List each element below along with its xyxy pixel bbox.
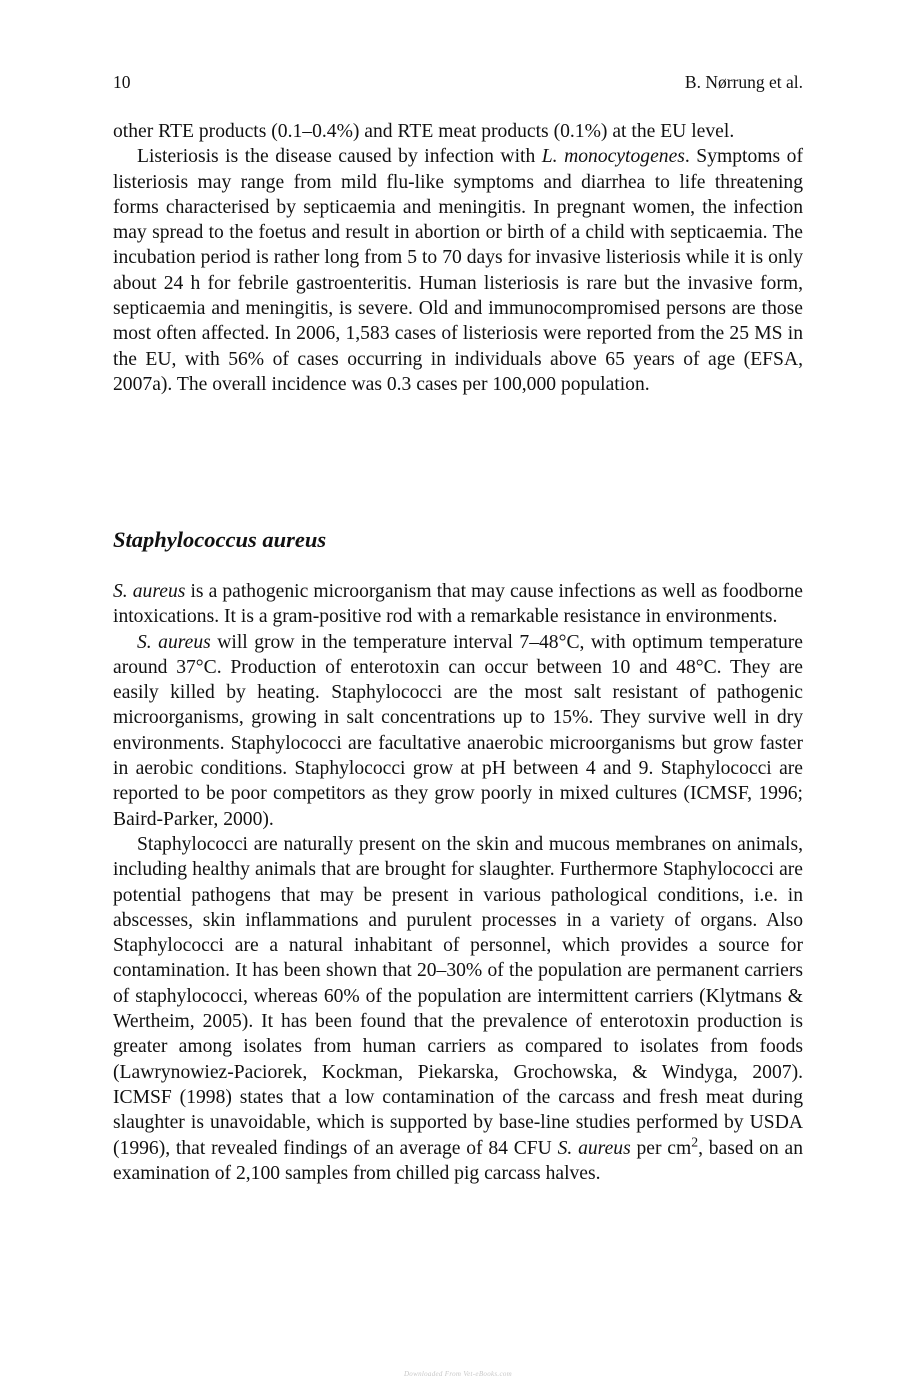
- superscript: 2: [691, 1134, 699, 1149]
- species-name: L. monocytogenes: [541, 146, 685, 168]
- species-name: S. aureus: [113, 581, 186, 602]
- paragraph: S. aureus will grow in the temperature interval 7–48°C, with optimum temperature around 37°C. Production of enterotoxin can occur between 10 and 48°C. They are easily killed by heating. Staphylococci are the most salt resistant of pathogenic microorganisms, growing in salt concentrations up to 15%. They survive well in dry environments. Staphylococci are facultative anaerobic microorganisms but grow faster in aerobic conditions. Staphylococci grow at pH between 4 and 9. Staphylococci are reported to be poor competitors as they grow poorly in mixed cultures (ICMSF, 1996; Baird-Parker, 2000).: [113, 631, 803, 830]
- paragraph: Staphylococci are naturally present on the skin and mucous membranes on animals, including healthy animals that are brought for slaughter. Furthermore Staphylococci are potential pathogens that may be present in various pathological conditions, i.e. in abscesses, skin inflammations and purulent processes in a variety of organs. Also Staphylococci are a natural inhabitant of personnel, which provides a source for contamination. It has been shown that 20–30% of the population are permanent carriers of staphylococci, whereas 60% of the population are intermittent carriers (Klytmans & Wertheim, 2005). It has been found that the prevalence of enterotoxin production is greater among isolates from human carriers as compared to isolates from foods (Lawrynowiez-Paciorek, Kockman, Piekarska, Grochowska, & Windyga, 2007). ICMSF (1998) states that a low contamination of the carcass and fresh meat during slaughter is unavoidable, which is supported by base-line studies performed by USDA (1996), that revealed findings of an average of 84 CFU S. aureus per $cm^2$, based on an examination of 2,100 samples from chilled pig carcass halves.: [113, 833, 804, 1184]
- paragraph: Listeriosis is the disease caused by infection with L. monocytogenes. Symptoms of listeriosis may range from mild flu-like symptoms and diarrhea to life threatening forms characterised by septicaemia and meningitis. In pregnant women, the infection may spread to the foetus and result in abortion or birth of a child with septicaemia. The incubation period is rather long from 5 to 70 days for invasive listeriosis while it is only about 24 h for febrile gastroenteritis. Human listeriosis is rare but the invasive form, septicaemia and meningitis, is severe. Old and immunocompromised persons are those most often affected. In 2006, 1,583 cases of listeriosis were reported from the 25 MS in the EU, with 56% of cases occurring in individuals above 65 years of age (EFSA, 2007a). The overall incidence was 0.3 cases per 100,000 population.: [113, 146, 803, 395]
- body-text-staphylococcus: [113, 579, 803, 1186]
- paragraph: S. aureus is a pathogenic microorganism that may cause infections as well as foodborne intoxications. It is a gram-positive rod with a remarkable resistance in environments.: [113, 581, 803, 628]
- running-head: B. Nørrung et al.: [684, 72, 803, 92]
- page-header: [113, 70, 803, 94]
- section-heading: Staphylococcus aureus: [113, 527, 327, 552]
- body-text-listeria: [113, 119, 803, 397]
- page-number: 10: [113, 72, 131, 92]
- species-name: S. aureus: [137, 631, 211, 653]
- download-watermark: Downloaded From Vet-eBooks.com: [403, 1370, 513, 1378]
- species-name: S. aureus: [557, 1137, 631, 1159]
- paragraph: other RTE products (0.1–0.4%) and RTE meat products (0.1%) at the EU level.: [113, 121, 735, 142]
